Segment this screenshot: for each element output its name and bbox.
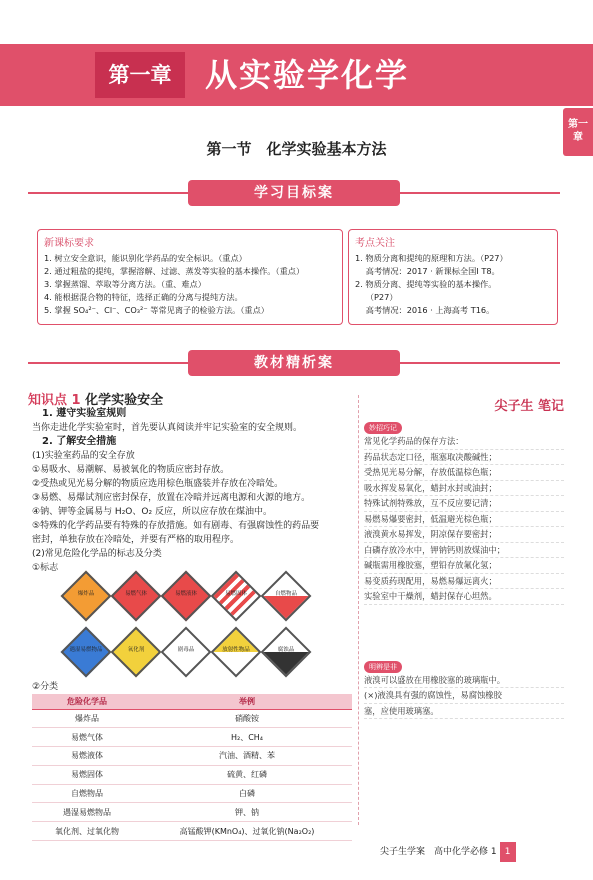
focus-heading: 考点关注 — [355, 238, 395, 249]
main-line: ③易燃、易爆试剂应密封保存，放置在冷暗并远离电源和火源的地方。 — [32, 493, 311, 503]
table-row: 遇湿易燃物品 钾、钠 — [32, 803, 352, 822]
focus-item: 高考情况：2017 · 新课标全国Ⅰ T8。 — [355, 266, 500, 276]
table-header: 危险化学品 — [32, 694, 142, 709]
knowledge-point-label: 知识点 1 — [28, 393, 81, 408]
notes-tag: 妙招巧记 — [364, 422, 402, 434]
analysis-bar-label: 教材精析案 — [188, 350, 400, 376]
table-row: 易燃固体 硫黄、红磷 — [32, 765, 352, 784]
hazard-classification-table — [32, 694, 352, 841]
main-line: ①标志 — [32, 563, 59, 573]
main-line: ①易吸水、易潮解、易被氧化的物质应密封存放。 — [32, 465, 230, 475]
classify-label-wrap — [32, 680, 354, 694]
goals-bar — [28, 180, 560, 206]
main-line: ④钠、钾等金属易与 H₂O、O₂ 反应，所以应存放在煤油中。 — [32, 507, 272, 517]
goal-item: 1. 树立安全意识，能识别化学药品的安全标识。（重点） — [44, 253, 247, 263]
note-line: 碱瓶需用橡胶塞，塑铅存放氟化氢； — [364, 558, 564, 574]
main-line: (1)实验室药品的安全存放 — [32, 451, 135, 461]
note-line: 吸水挥发易氧化，蜡封水封或油封； — [364, 481, 564, 497]
table-header: 举例 — [142, 694, 352, 709]
side-tab-line2: 章 — [573, 132, 583, 143]
main-line: 当你走进化学实验室时，首先要认真阅读并牢记实验室的安全规则。 — [32, 423, 303, 433]
water-reactive-hazard-icon: 遇湿易燃物品 — [68, 634, 104, 670]
corrosive-hazard-icon: 腐蚀品 — [268, 634, 304, 670]
note-line: 液溴黄水易挥发，阴凉保存要密封； — [364, 527, 564, 543]
goal-item: 4. 能根据混合物的特征，选择正确的分离与提纯方法。 — [44, 292, 243, 302]
note-line: 受热见光易分解，存放低温棕色瓶； — [364, 465, 564, 481]
notes-tag: 明辨是非 — [364, 661, 402, 673]
table-row: 氧化剂、过氧化物 高锰酸钾(KMnO₄)、过氧化钠(Na₂O₂) — [32, 822, 352, 841]
note-line: 易变质药现配用，易燃易爆远离火； — [364, 574, 564, 590]
section-title: 第一节 化学实验基本方法 — [206, 140, 387, 158]
explosive-hazard-icon: 爆炸品 — [68, 578, 104, 614]
focus-item: （P27） — [355, 292, 398, 302]
analysis-bar — [28, 350, 560, 376]
note-line: (×)液溴具有强的腐蚀性，易腐蚀橡胶 — [364, 688, 564, 704]
note-line: 液溴可以盛放在用橡胶塞的玻璃瓶中。 — [364, 673, 564, 689]
curriculum-goals-box — [37, 229, 343, 325]
knowledge-point-title — [28, 389, 163, 408]
knowledge-point-name: 化学实验安全 — [85, 393, 164, 408]
exam-focus-box — [348, 229, 558, 325]
table-row: 易燃气体 H₂、CH₄ — [32, 728, 352, 747]
note-line: 药品状态定口径，瓶塞取决酸碱性； — [364, 450, 564, 466]
main-text — [32, 407, 354, 575]
classify-label: ②分类 — [32, 682, 59, 692]
hazard-icons — [60, 570, 310, 680]
note-line: 实验室中干燥剂，蜡封保存心坦然。 — [364, 589, 564, 605]
page-footer — [380, 842, 593, 862]
note-line: 塞，应使用玻璃塞。 — [364, 704, 564, 720]
goal-item: 3. 掌握蒸馏、萃取等分离方法。（重、难点） — [44, 279, 206, 289]
notes-heading: 尖子生 笔记 — [494, 399, 564, 414]
toxic-hazard-icon: 剧毒品 — [168, 634, 204, 670]
main-line: 1. 遵守实验室规则 — [32, 408, 127, 419]
side-tab-line1: 第一 — [568, 119, 588, 130]
goal-item: 5. 掌握 SO₄²⁻、Cl⁻、CO₃²⁻ 等常见离子的检验方法。（重点） — [44, 305, 269, 315]
footer-text: 尖子生学案 高中化学必修 1 — [380, 847, 497, 857]
note-line: 特殊试剂特殊放，互不反应要记清； — [364, 496, 564, 512]
main-line: 2. 了解安全措施 — [32, 436, 117, 447]
table-row: 易燃液体 汽油、酒精、苯 — [32, 747, 352, 766]
main-line: ⑤特殊的化学药品要有特殊的存放措施。如有剧毒、有强腐蚀性的药品要 — [32, 521, 320, 531]
focus-item: 1. 物质分离和提纯的原理和方法。（P27） — [355, 253, 508, 263]
goal-item: 2. 通过粗盐的提纯，掌握溶解、过滤、蒸发等实验的基本操作。（重点） — [44, 266, 305, 276]
oxidizer-hazard-icon: 氧化剂 — [118, 634, 154, 670]
chapter-label: 第一章 — [95, 52, 185, 98]
flammable-solid-hazard-icon: 易燃固体 — [218, 578, 254, 614]
page-number: 1 — [500, 842, 516, 862]
main-line: (2)常见危险化学品的标志及分类 — [32, 549, 162, 559]
chapter-banner — [0, 44, 593, 106]
main-line: ②受热或见光易分解的物质应选用棕色瓶盛装并存放在冷暗处。 — [32, 479, 284, 489]
table-row: 爆炸品 硝酸铵 — [32, 709, 352, 728]
flammable-gas-hazard-icon: 易燃气体 — [118, 578, 154, 614]
table-header-row — [32, 694, 352, 709]
focus-item: 2. 物质分离、提纯等实验的基本操作。 — [355, 279, 497, 289]
column-divider — [358, 395, 359, 825]
note-line: 常见化学药品的保存方法： — [364, 434, 564, 450]
student-notes — [364, 395, 564, 815]
spontaneous-combustion-hazard-icon: 自燃物品 — [268, 578, 304, 614]
chapter-title: 从实验学化学 — [205, 56, 410, 94]
main-line: 密封，单独存放在冷暗处，并要有严格的取用程序。 — [32, 535, 240, 545]
note-line: 易燃易爆要密封，低温避光棕色瓶； — [364, 512, 564, 528]
focus-item: 高考情况：2016 · 上海高考 T16。 — [355, 305, 495, 315]
radioactive-hazard-icon: 放射性物品 — [218, 634, 254, 670]
note-line: 白磷存放冷水中，钾钠钙则放煤油中； — [364, 543, 564, 559]
table-row: 自燃物品 白磷 — [32, 784, 352, 803]
goals-heading: 新课标要求 — [44, 238, 94, 249]
flammable-liquid-hazard-icon: 易燃液体 — [168, 578, 204, 614]
goals-bar-label: 学习目标案 — [188, 180, 400, 206]
